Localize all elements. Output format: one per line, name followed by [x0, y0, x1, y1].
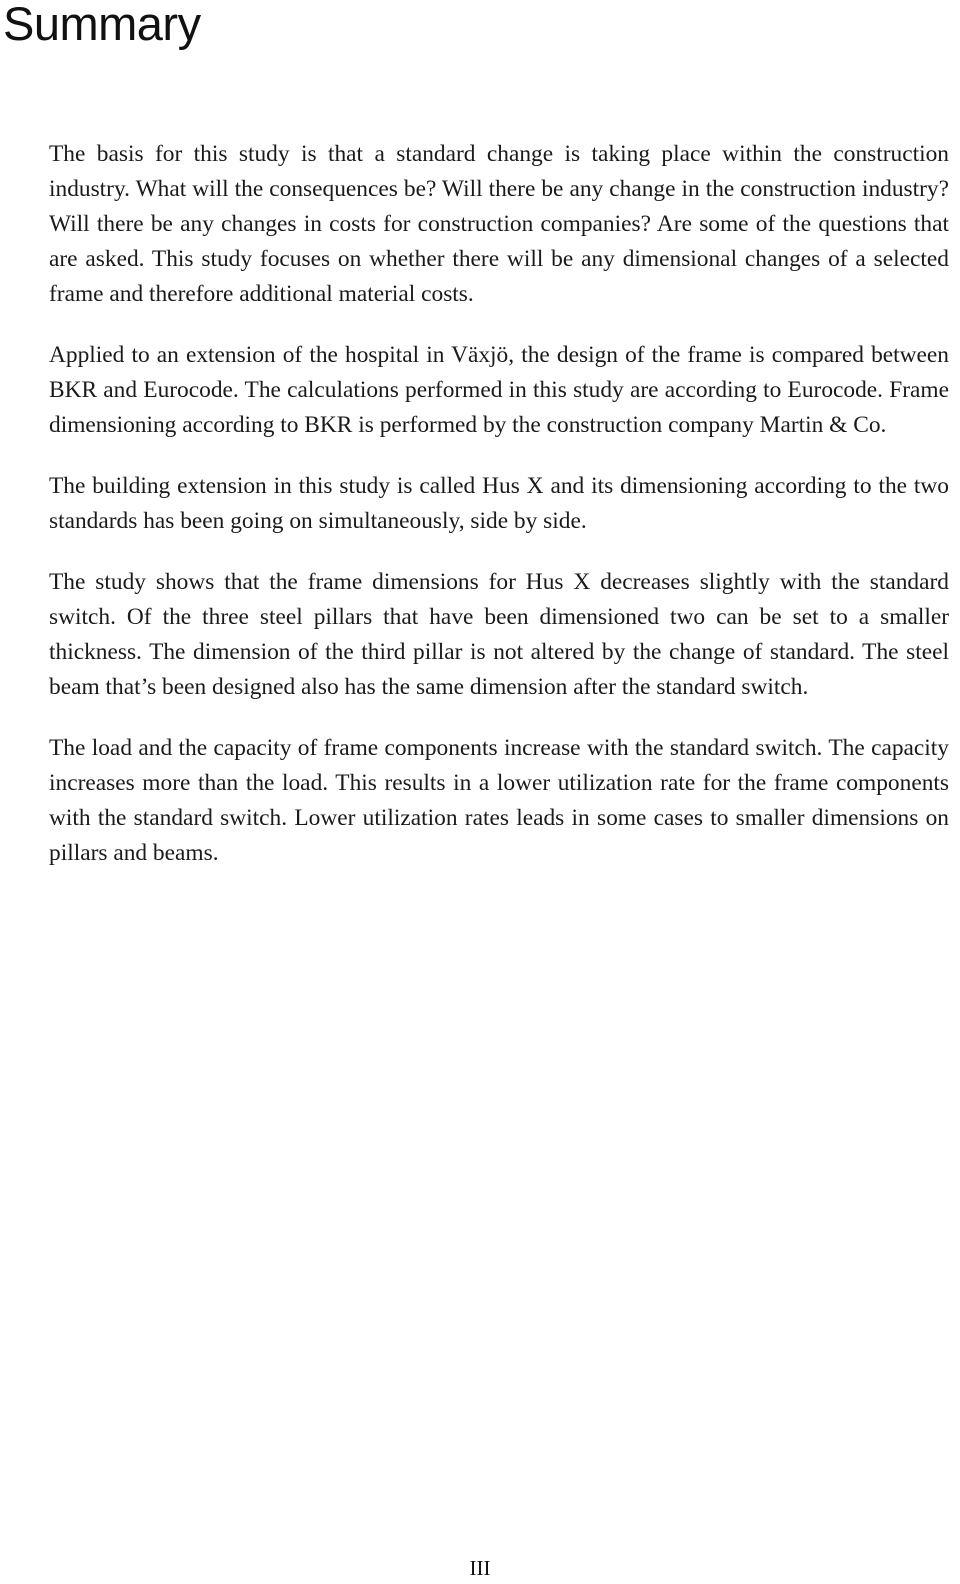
page-number: III [469, 1556, 491, 1580]
page-title: Summary [3, 0, 201, 50]
paragraph-load-capacity: The load and the capacity of frame components increase with the standard switch. The capacity increases more than the load. This results in a lower utilization rate for the frame components with the standard switch. Lower utilization rates leads in some cases to smaller dimensions on pillars and beams. [49, 735, 949, 866]
paragraph-results: The study shows that the frame dimensions for Hus X decreases slightly with the standard switch. Of the three steel pillars that have been dimensioned two can be set to a smaller thickness. The dimension of the third pillar is not altered by the change of standard. The steel beam that’s been designed also has the same dimension after the standard switch. [49, 569, 949, 700]
paragraph-intro: The basis for this study is that a standard change is taking place within the construction industry. What will the consequences be? Will there be any change in the construction industry? Will there be any changes in costs for construction companies? Are some of the questions that are asked. This study focuses on whether there will be any dimensional changes of a selected frame and therefore additional material costs. [49, 141, 949, 307]
summary-body [49, 137, 949, 897]
paragraph-building-extension: The building extension in this study is called Hus X and its dimensioning according to the two standards has been going on simultaneously, side by side. [49, 473, 949, 534]
paragraph-application: Applied to an extension of the hospital in Växjö, the design of the frame is compared between BKR and Eurocode. The calculations performed in this study are according to Eurocode. Frame dimensioning according to BKR is performed by the construction company Martin & Co. [49, 342, 949, 438]
